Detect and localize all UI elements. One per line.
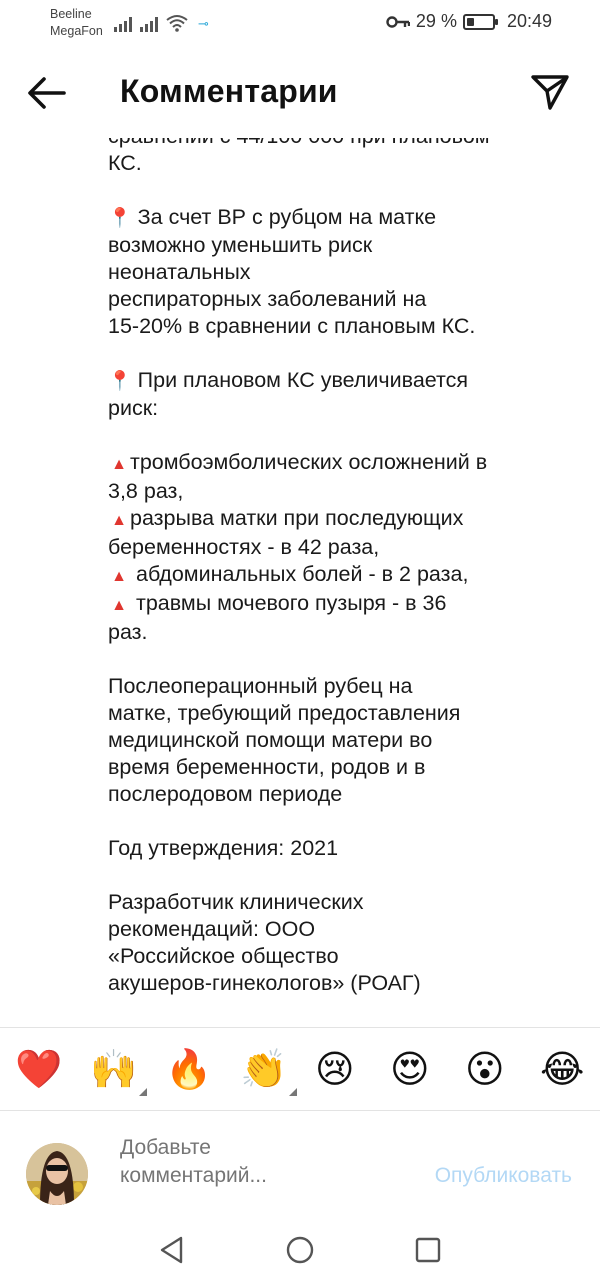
surprised-face-reaction-icon[interactable]: 😮 bbox=[465, 1047, 505, 1091]
clapping-hands-reaction-icon[interactable]: 👏 bbox=[240, 1046, 287, 1092]
comment-input[interactable] bbox=[120, 1134, 310, 1190]
p5-line-3: медицинской помощи матери во bbox=[108, 728, 433, 752]
heart-reaction-icon[interactable]: ❤️ bbox=[15, 1047, 63, 1091]
p5-line-1: Послеоперационный рубец на bbox=[108, 674, 413, 698]
back-arrow-icon[interactable] bbox=[22, 72, 70, 114]
nav-home-icon[interactable] bbox=[284, 1234, 316, 1266]
pin-icon: 📍 bbox=[108, 371, 132, 392]
p5-line-5: послеродовом периоде bbox=[108, 782, 343, 806]
paragraph-1-tail: КС. bbox=[108, 151, 142, 175]
key-icon bbox=[386, 15, 410, 29]
carrier-2: MegaFon bbox=[50, 24, 103, 38]
crying-face-reaction-icon[interactable]: 😢 bbox=[315, 1047, 355, 1091]
p7-line-4: акушеров-гинекологов» (РОАГ) bbox=[108, 971, 421, 995]
status-bar bbox=[0, 0, 600, 48]
reaction-bar bbox=[0, 1027, 600, 1111]
paragraph-7 bbox=[108, 889, 568, 997]
p3-line-2: риск: bbox=[108, 396, 159, 420]
publish-button[interactable]: Опубликовать bbox=[434, 1164, 572, 1187]
p5-line-4: время беременности, родов и в bbox=[108, 755, 426, 779]
p2-line-1: За счет ВР с рубцом на матке bbox=[137, 205, 437, 229]
carrier-1: Beeline bbox=[50, 7, 92, 21]
red-triangle-icon: ▲ bbox=[111, 568, 127, 585]
signal-1-icon bbox=[114, 16, 132, 32]
status-right bbox=[386, 11, 552, 32]
risk-4-line-1: травмы мочевого пузыря - в 36 bbox=[135, 591, 447, 615]
paragraph-3 bbox=[108, 367, 568, 422]
vpn-key-icon: ⊸ bbox=[198, 16, 209, 31]
red-triangle-icon: ▲ bbox=[111, 597, 127, 614]
battery-percent: 29 % bbox=[415, 11, 457, 31]
paragraph-2 bbox=[108, 204, 568, 340]
p5-line-2: матке, требующий предоставления bbox=[108, 701, 461, 725]
risk-3-line-1: абдоминальных болей - в 2 раза, bbox=[135, 562, 469, 586]
clock: 20:49 bbox=[506, 11, 552, 31]
share-send-icon[interactable] bbox=[530, 72, 570, 112]
nav-back-icon[interactable] bbox=[156, 1234, 188, 1266]
p7-line-3: «Российское общество bbox=[108, 944, 339, 968]
red-triangle-icon: ▲ bbox=[111, 512, 127, 529]
p7-line-1: Разработчик клинических bbox=[108, 890, 364, 914]
wifi-icon bbox=[166, 14, 188, 32]
risk-4-line-2: раз. bbox=[108, 620, 148, 644]
risk-2-line-2: беременностях - в 42 раза, bbox=[108, 535, 380, 559]
p2-line-5: 15-20% в сравнении с плановым КС. bbox=[108, 314, 476, 338]
pin-icon: 📍 bbox=[108, 208, 132, 229]
post-text bbox=[108, 122, 568, 1027]
risk-list bbox=[108, 449, 568, 646]
fire-reaction-icon[interactable]: 🔥 bbox=[165, 1047, 213, 1091]
battery-icon bbox=[463, 14, 495, 30]
battery-fill bbox=[467, 18, 474, 26]
user-photo bbox=[26, 1143, 88, 1205]
p7-line-2: рекомендаций: ООО bbox=[108, 917, 316, 941]
risk-1-line-2: 3,8 раз, bbox=[108, 479, 184, 503]
network-icons bbox=[114, 12, 209, 32]
p3-line-1: При плановом КС увеличивается bbox=[137, 368, 469, 392]
heart-eyes-reaction-icon[interactable]: 😍 bbox=[390, 1047, 430, 1091]
system-nav-bar bbox=[0, 1222, 600, 1283]
signal-2-icon bbox=[140, 16, 158, 32]
paragraph-5 bbox=[108, 673, 568, 808]
approval-year: Год утверждения: 2021 bbox=[108, 836, 339, 860]
comment-composer bbox=[0, 1112, 600, 1222]
p2-line-3: неонатальных bbox=[108, 260, 251, 284]
carrier-names bbox=[50, 6, 103, 40]
p2-line-2: возможно уменьшить риск bbox=[108, 233, 373, 257]
tears-of-joy-reaction-icon[interactable]: 😂 bbox=[540, 1047, 585, 1091]
raising-hands-reaction-icon[interactable]: 🙌 bbox=[90, 1046, 137, 1092]
risk-2-line-1: разрыва матки при последующих bbox=[130, 506, 464, 530]
red-triangle-icon: ▲ bbox=[111, 456, 127, 473]
app-header bbox=[0, 48, 600, 138]
nav-recents-icon[interactable] bbox=[412, 1234, 444, 1266]
page-title: Комментарии bbox=[120, 73, 338, 109]
p2-line-4: респираторных заболеваний на bbox=[108, 287, 427, 311]
risk-1-line-1: тромбоэмболических осложнений в bbox=[130, 450, 488, 474]
avatar[interactable] bbox=[26, 1143, 88, 1205]
